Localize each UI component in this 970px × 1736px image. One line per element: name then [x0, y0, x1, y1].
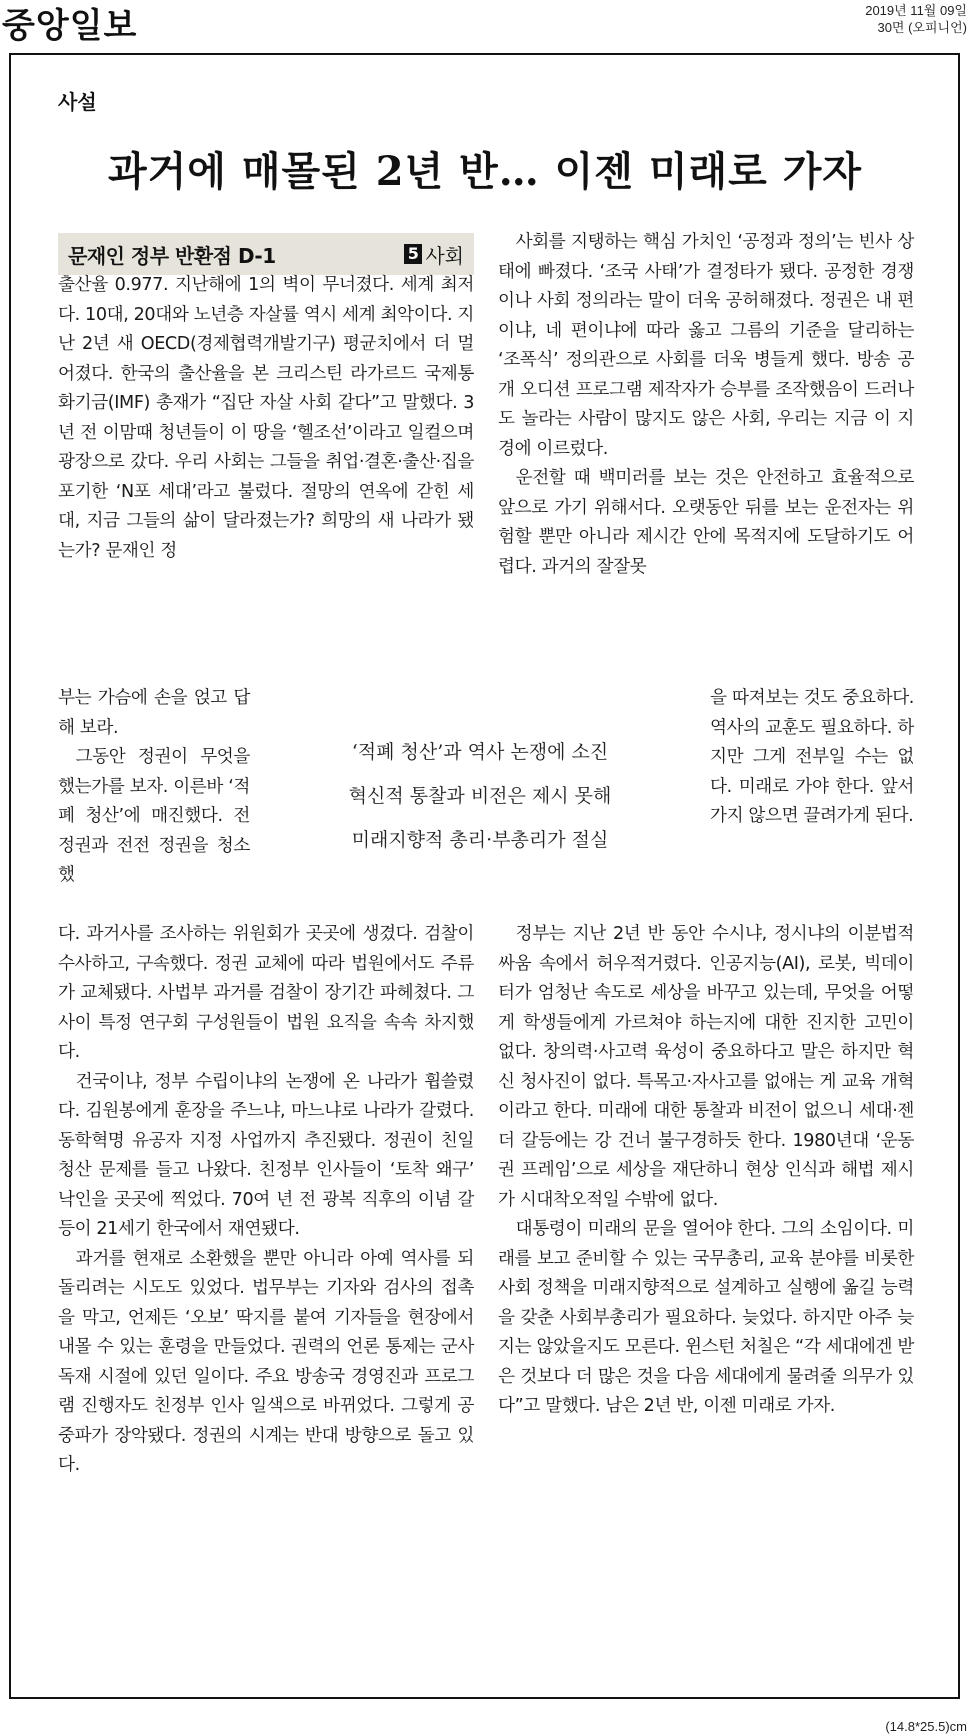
pull-quote-line: 혁신적 통찰과 비전은 제시 못해 [348, 785, 612, 807]
body-column-left-narrow [58, 684, 250, 891]
body-paragraph: 대통령이 미래의 문을 열어야 한다. 그의 소임이다. 미래를 보고 준비할 수 있는 국무총리, 교육 분야를 비롯한 사회 정책을 미래지향적으로 설계하고 실행에 옮길 능력을 갖춘 사회부총리가 필요하다. 늦었다. 하지만 아주 늦지는 않았을지도 모른다. 윈스턴 처칠은 “각 세대에겐 받은 것보다 더 많은 것을 다음 세대에게 물려줄 의무가 있다”고 말했다. 남은 2년 반, 이젠 미래로 가자. [498, 1219, 914, 1416]
body-paragraph: 건국이냐, 정부 수립이냐의 논쟁에 온 나라가 휩쓸렸다. 김원봉에게 훈장을 주느냐, 마느냐로 나라가 갈렸다. 동학혁명 유공자 지정 사업까지 추진됐다. 정권이 친일 청산 문제를 들고 나왔다. 친정부 인사들이 ‘토착 왜구’ 낙인을 곳곳에 찍었다. 70여 년 전 광복 직후의 이념 갈등이 21세기 한국에서 재연됐다. [58, 1071, 474, 1239]
publication-date: 2019년 11월 09일 [865, 3, 967, 18]
pull-quote-line: ‘적폐 청산’과 역사 논쟁에 소진 [351, 741, 609, 763]
body-paragraph: 과거를 현재로 소환했을 뿐만 아니라 아예 역사를 되돌리려는 시도도 있었다. 법무부는 기자와 검사의 접촉을 막고, 언제든 ‘오보’ 딱지를 붙여 기자들을 현장에서 내몰 수 있는 훈령을 만들었다. 권력의 언론 통제는 군사 독재 시절에 있던 일이다. 주요 방송국 경영진과 프로그램 진행자도 친정부 인사 일색으로 바뀌었다. 그렇게 공중파가 장악됐다. 정권의 시계는 반대 방향으로 돌고 있다. [58, 1248, 474, 1475]
pull-quote-line: 미래지향적 총리·부총리가 절실 [351, 829, 609, 851]
series-title: 문재인 정부 반환점 D-1 [68, 243, 276, 268]
body-paragraph: 사회를 지탱하는 핵심 가치인 ‘공정과 정의’는 빈사 상태에 빠졌다. ‘조국 사태’가 결정타가 됐다. 공정한 경쟁이나 사회 정의라는 말이 더욱 공허해졌다. 정권은 내 편이냐, 네 편이냐에 따라 옳고 그름의 기준을 달리하는 ‘조폭식’ 정의관으로 사회를 더욱 병들게 했다. 방송 공개 오디션 프로그램 제작자가 승부를 조작했음이 드러나도 놀라는 사람이 많지도 않은 사회, 우리는 지금 이 지경에 이르렀다. [498, 232, 914, 459]
body-paragraph: 정부는 지난 2년 반 동안 수시냐, 정시냐의 이분법적 싸움 속에서 허우적거렸다. 인공지능(AI), 로봇, 빅데이터가 엄청난 속도로 세상을 바꾸고 있는데, 무엇을 어떻게 학생들에게 가르쳐야 하는지에 대한 진지한 고민이 없다. 창의력·사고력 육성이 중요하다고 말은 하지만 혁신 청사진이 없다. 특목고·자사고를 없애는 게 교육 개혁이라고 한다. 미래에 대한 통찰과 비전이 없으니 세대·젠더 갈등에는 강 건너 불구경하듯 한다. 1980년대 ‘운동권 프레임’으로 세상을 재단하니 현상 인식과 해법 제시가 시대착오적일 수밖에 없다. [498, 924, 914, 1210]
body-column-right-bottom [498, 920, 914, 1422]
body-paragraph: 다. 과거사를 조사하는 위원회가 곳곳에 생겼다. 검찰이 수사하고, 구속했다. 정권 교체에 따라 법원에서도 주류가 교체됐다. 사법부 과거를 검찰이 장기간 파헤쳤다. 그사이 특정 연구회 구성원들이 법원 요직을 속속 차지했다. [58, 924, 474, 1062]
article-size-note: (14.8*25.5)cm [885, 1719, 967, 1734]
series-tag [404, 240, 464, 269]
pull-quote [270, 730, 690, 862]
publication-info [865, 2, 967, 36]
body-paragraph: 출산율 0.977. 지난해에 1의 벽이 무너졌다. 세계 최저다. 10대, 20대와 노년층 자살률 역시 세계 최악이다. 지난 2년 새 OECD(경제협력개발기구) 평균치에서 더 멀어졌다. 한국의 출산율을 본 크리스틴 라가르드 국제통화기금(IMF) 총재가 “집단 자살 사회 같다”고 말했다. 3년 전 이맘때 청년들이 이 땅을 ‘헬조선’이라고 일컬으며 광장으로 갔다. 우리 사회는 그들을 취업·결혼·출산·집을 포기한 ‘N포 세대’라고 불렀다. 절망의 연옥에 갇힌 세대, 지금 그들의 삶이 달라졌는가? 희망의 새 나라가 됐는가? 문재인 정 [58, 275, 474, 561]
series-topic: 사회 [425, 243, 464, 268]
body-paragraph: 그동안 정권이 무엇을 했는가를 보자. 이른바 ‘적폐 청산’에 매진했다. 전 정권과 전전 정권을 청소했 [58, 747, 250, 885]
page-section: 30면 (오피니언) [877, 20, 967, 35]
body-column-left-top [58, 271, 474, 566]
body-paragraph: 운전할 때 백미러를 보는 것은 안전하고 효율적으로 앞으로 가기 위해서다. 오랫동안 뒤를 보는 운전자는 위험할 뿐만 아니라 제시간 안에 목적지에 도달하기도 어렵다. 과거의 잘잘못 [498, 468, 914, 577]
body-column-left-bottom [58, 920, 474, 1481]
series-number-badge: 5 [404, 244, 422, 264]
series-banner [58, 233, 474, 275]
section-kicker: 사설 [58, 90, 97, 114]
body-paragraph: 을 따져보는 것도 중요하다. 역사의 교훈도 필요하다. 하지만 그게 전부일 수는 없다. 미래로 가야 한다. 앞서가지 않으면 끌려가게 된다. [710, 688, 914, 826]
body-paragraph: 부는 가슴에 손을 얹고 답해 보라. [58, 688, 250, 738]
newspaper-masthead: 중앙일보 [2, 6, 138, 46]
article-headline: 과거에 매몰된 2년 반… 이젠 미래로 가자 [108, 148, 862, 195]
body-column-right-top [498, 228, 914, 582]
body-column-right-narrow [710, 684, 914, 832]
